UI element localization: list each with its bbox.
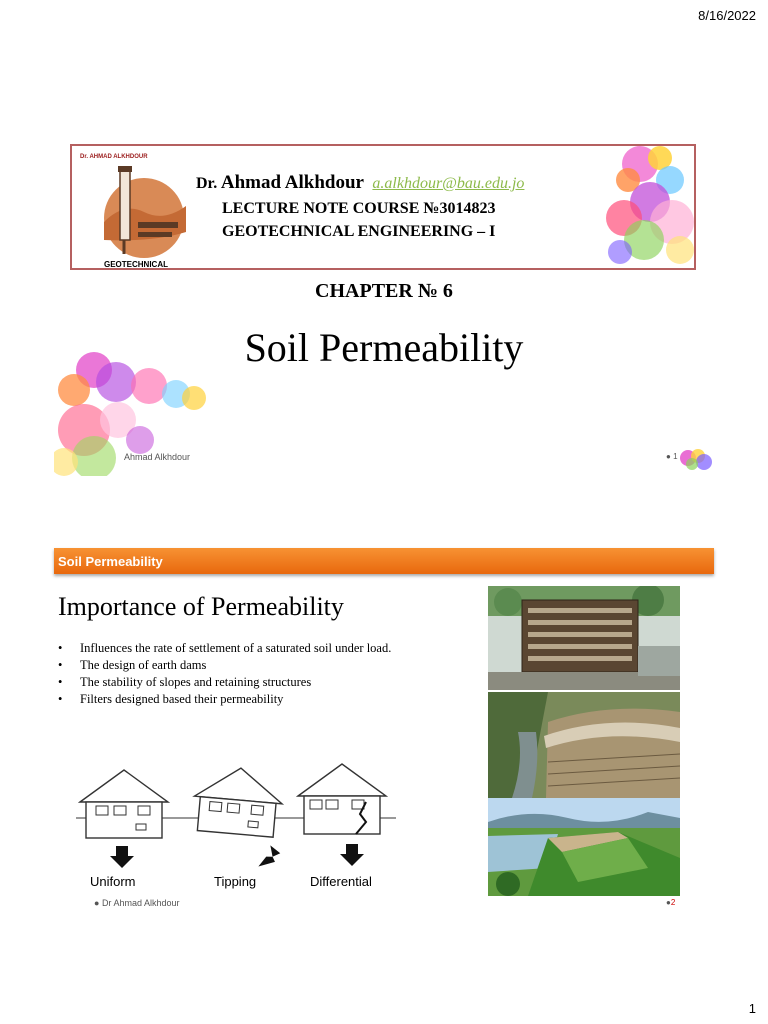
print-date: 8/16/2022 — [698, 8, 756, 23]
filter-structure-photo — [488, 586, 680, 690]
author-email-link[interactable]: a.alkhdour@bau.edu.jo — [372, 175, 525, 192]
geotechnical-logo — [74, 148, 192, 269]
logo-title: Dr. AHMAD ALKHDOUR — [80, 154, 148, 160]
slide-footer-author: ● Dr Ahmad Alkhdour — [94, 898, 180, 908]
settlement-diagram — [76, 762, 396, 892]
slide-number-value: 2 — [670, 898, 676, 907]
course-number: LECTURE NOTE COURSE №3014823 — [222, 200, 496, 217]
slide-number-value: 1 — [673, 452, 678, 461]
chapter-number: CHAPTER № 6 — [315, 280, 453, 302]
slide-number: ●2 — [666, 898, 676, 907]
tipping-label: Tipping — [214, 874, 257, 889]
bullet-list — [58, 640, 478, 708]
logo-emblem-icon — [94, 162, 192, 258]
title-slide — [54, 100, 714, 476]
section-bar — [54, 548, 714, 574]
content-slide — [54, 546, 714, 914]
course-name: GEOTECHNICAL ENGINEERING – I — [222, 223, 496, 240]
bullet-item: • The stability of slopes and retaining structures — [58, 674, 478, 691]
slide-number: ● 1 — [666, 452, 678, 461]
bullet-item: • The design of earth dams — [58, 657, 478, 674]
page-number: 1 — [748, 1001, 756, 1016]
section-heading: Importance of Permeability — [58, 592, 344, 621]
differential-label: Differential — [310, 874, 372, 889]
footer-author-name: Dr Ahmad Alkhdour — [101, 898, 180, 908]
section-label: Soil Permeability — [58, 554, 163, 569]
header-banner — [70, 144, 696, 270]
author-line — [196, 172, 524, 194]
settlement-houses-icon — [76, 762, 396, 872]
retaining-wall-photo — [488, 692, 680, 798]
author-prefix: Dr. — [196, 175, 218, 192]
mini-bubbles-icon — [678, 446, 714, 472]
uniform-label: Uniform — [90, 874, 136, 889]
decorative-bubbles-icon — [600, 142, 700, 272]
logo-subtitle: GEOTECHNICAL — [104, 260, 168, 269]
earth-dam-photo — [488, 798, 680, 896]
bullet-item: • Influences the rate of settlement of a saturated soil under load. — [58, 640, 478, 657]
bullet-item: • Filters designed based their permeability — [58, 691, 478, 708]
slide-title: Soil Permeability — [244, 325, 524, 370]
author-name: Ahmad Alkhdour — [220, 172, 364, 193]
slide-footer-author: Ahmad Alkhdour — [124, 452, 191, 462]
